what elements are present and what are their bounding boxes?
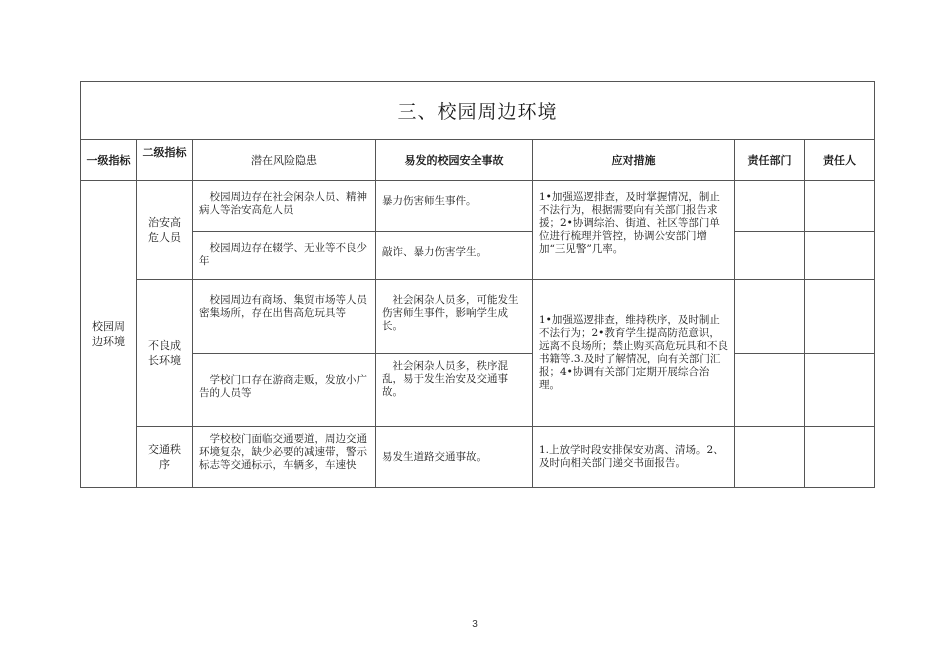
- risk-cell: 校园周边存在社会闲杂人员、精神病人等治安高危人员: [193, 181, 376, 232]
- person-cell: [805, 181, 875, 232]
- risk-cell: 校园周边有商场、集贸市场等人员密集场所，存在出售高危玩具等: [193, 280, 376, 354]
- level2-cell: 交通秩序: [137, 427, 193, 488]
- level2-cell: 不良成长环境: [137, 280, 193, 427]
- header-person: 责任人: [805, 140, 875, 181]
- risk-cell: 学校门口存在游商走贩，发放小广告的人员等: [193, 354, 376, 427]
- dept-cell: [735, 181, 805, 232]
- risk-cell: 学校校门面临交通要道，周边交通环境复杂，缺少必要的减速带，警示标志等交通标示，车辆多，车速快: [193, 427, 376, 488]
- accident-cell: 敲诈、暴力伤害学生。: [376, 232, 533, 280]
- person-cell: [805, 280, 875, 354]
- risk-cell: 校园周边存在辍学、无业等不良少年: [193, 232, 376, 280]
- accident-cell: 社会闲杂人员多，秩序混乱，易于发生治安及交通事故。: [376, 354, 533, 427]
- measures-cell: 1•加强巡逻排查，及时掌握情况，制止不法行为，根据需要向有关部门报告求援；2•协调综治、街道、社区等部门单位进行梳理并管控，协调公安部门增加“三见警”几率。: [533, 181, 735, 280]
- measures-cell: 1•加强巡逻排查，维持秩序，及时制止不法行为；2•教育学生提高防范意识，远离不良场所；禁止购买高危玩具和不良书籍等.3.及时了解情况，向有关部门汇报；4•协调有关部门定期开展综合治理。: [533, 280, 735, 427]
- page-number: 3: [472, 619, 478, 630]
- dept-cell: [735, 427, 805, 488]
- risk-table: [80, 81, 875, 488]
- header-risk: 潜在风险隐患: [193, 140, 376, 181]
- header-accident: 易发的校园安全事故: [376, 140, 533, 181]
- header-level2: 二级指标: [137, 140, 193, 181]
- dept-cell: [735, 280, 805, 354]
- person-cell: [805, 232, 875, 280]
- level1-cell: 校园周边环境: [81, 181, 137, 488]
- person-cell: [805, 354, 875, 427]
- dept-cell: [735, 232, 805, 280]
- header-dept: 责任部门: [735, 140, 805, 181]
- header-measures: 应对措施: [533, 140, 735, 181]
- accident-cell: 易发生道路交通事故。: [376, 427, 533, 488]
- section-title: 三、校园周边环境: [81, 82, 875, 140]
- accident-cell: 暴力伤害师生事件。: [376, 181, 533, 232]
- measures-cell: 1.上放学时段安排保安劝离、清场。2、及时向相关部门递交书面报告。: [533, 427, 735, 488]
- accident-cell: 社会闲杂人员多，可能发生伤害师生事件，影响学生成长。: [376, 280, 533, 354]
- dept-cell: [735, 354, 805, 427]
- person-cell: [805, 427, 875, 488]
- level2-cell: 治安高危人员: [137, 181, 193, 280]
- header-level1: 一级指标: [81, 140, 137, 181]
